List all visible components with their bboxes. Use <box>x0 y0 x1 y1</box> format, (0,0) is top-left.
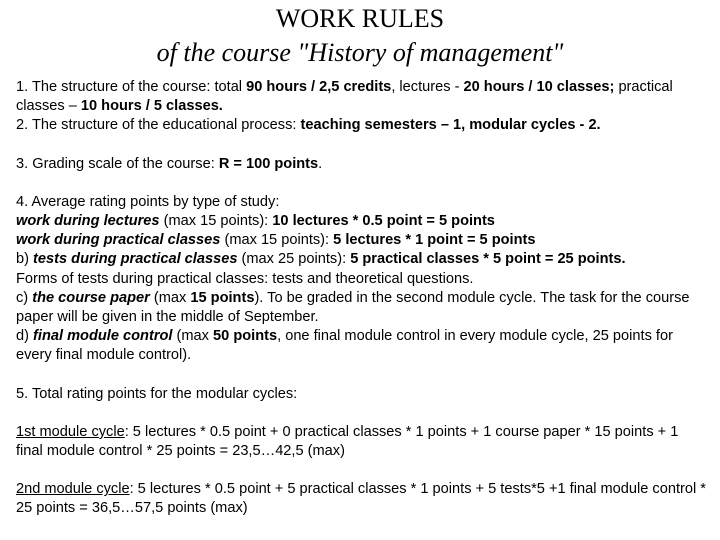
rule-4-control-max: 50 points <box>213 328 278 345</box>
title-subheading: of the course "History of management" <box>156 38 564 67</box>
spacer <box>16 366 706 385</box>
rules-content <box>16 78 706 519</box>
rule-3-text: 3. Grading scale of the course: <box>16 155 219 172</box>
rule-4-lectures-max: (max 15 points): <box>159 213 273 230</box>
rule-4-tests <box>16 250 706 269</box>
module-cycle-1-label: 1st module cycle <box>16 423 125 440</box>
rule-1-text-1: 1. The structure of the course: total <box>16 79 247 95</box>
rule-4-lectures-label: work during lectures <box>16 213 160 230</box>
title-heading: WORK RULES <box>275 4 445 33</box>
rule-4-paper-label: the course paper <box>32 289 150 306</box>
rule-4-lectures-calc: 10 lectures * 0.5 point = 5 points <box>272 213 495 230</box>
rule-1-lectures: 20 hours / 10 classes; <box>463 79 615 95</box>
rule-2-text: 2. The structure of the educational process: <box>16 117 301 134</box>
rule-4-paper <box>16 289 706 327</box>
rule-4-practical-max: (max 15 points): <box>220 232 334 249</box>
module-cycle-1 <box>16 423 706 461</box>
rule-3-scale <box>16 155 706 174</box>
module-cycle-2-label: 2nd module cycle <box>16 481 130 498</box>
rule-4-header: 4. Average rating points by type of study: <box>16 193 280 210</box>
rule-4-practical-calc: 5 lectures * 1 point = 5 points <box>333 232 536 249</box>
rule-4-practical <box>16 231 706 250</box>
rule-4-control-prefix: d) <box>16 328 34 345</box>
rule-4-practical-label: work during practical classes <box>16 232 221 249</box>
rule-4-paper-prefix: c) <box>16 289 33 306</box>
module-cycle-2-text: : 5 lectures * 0.5 point + 5 practical classes * 1 points + 5 tests*5 +1 final module control * 25 points = 36,5…57,5 points (max) <box>16 481 706 517</box>
rule-3-value: R = 100 points <box>218 155 319 172</box>
rule-5-header: 5. Total rating points for the modular cycles: <box>16 385 298 402</box>
spacer <box>16 174 706 193</box>
rule-4-tests-label: tests during practical classes <box>33 251 238 268</box>
rule-1-text-3: practical classes – <box>16 79 673 115</box>
rule-1-total: 90 hours / 2,5 credits <box>246 79 392 95</box>
rule-1-structure <box>16 78 706 116</box>
spacer <box>16 136 706 155</box>
rule-4-tests-max: (max 25 points): <box>237 251 351 268</box>
rule-4-control <box>16 327 706 365</box>
rule-4-paper-rest: ). To be graded in the second module cycle. The task for the course paper will be given in the middle of September. <box>16 289 690 326</box>
spacer <box>16 461 706 480</box>
rule-4-tests-prefix: b) <box>16 251 34 268</box>
rule-4-control-rest: , one final module control in every module cycle, 25 points for every final module control). <box>16 328 673 364</box>
rule-4-tests-calc: 5 practical classes * 5 point = 25 points. <box>350 251 626 268</box>
rule-4-paper-max: 15 points <box>190 289 255 306</box>
rule-4-lectures <box>16 212 706 231</box>
rule-2-values: teaching semesters – 1, modular cycles - 2. <box>300 117 601 134</box>
rule-4-tests-note: Forms of tests during practical classes: tests and theoretical questions. <box>16 270 474 287</box>
rule-2-process <box>16 116 706 135</box>
rule-1-text-2: , lectures - <box>391 79 464 95</box>
rule-4-paper-mid: (max <box>149 289 191 306</box>
module-cycle-2 <box>16 480 706 518</box>
rule-4-control-mid: (max <box>172 328 214 345</box>
module-cycle-1-text: : 5 lectures * 0.5 point + 0 practical classes * 1 points + 1 course paper * 15 points + 1 final module control * 25 points = 23,5…42,5 (max) <box>16 423 679 460</box>
spacer <box>16 404 706 423</box>
rule-4-control-label: final module control <box>33 328 173 345</box>
rule-1-practical: 10 hours / 5 classes. <box>80 98 223 115</box>
rule-3-end: . <box>318 155 323 172</box>
